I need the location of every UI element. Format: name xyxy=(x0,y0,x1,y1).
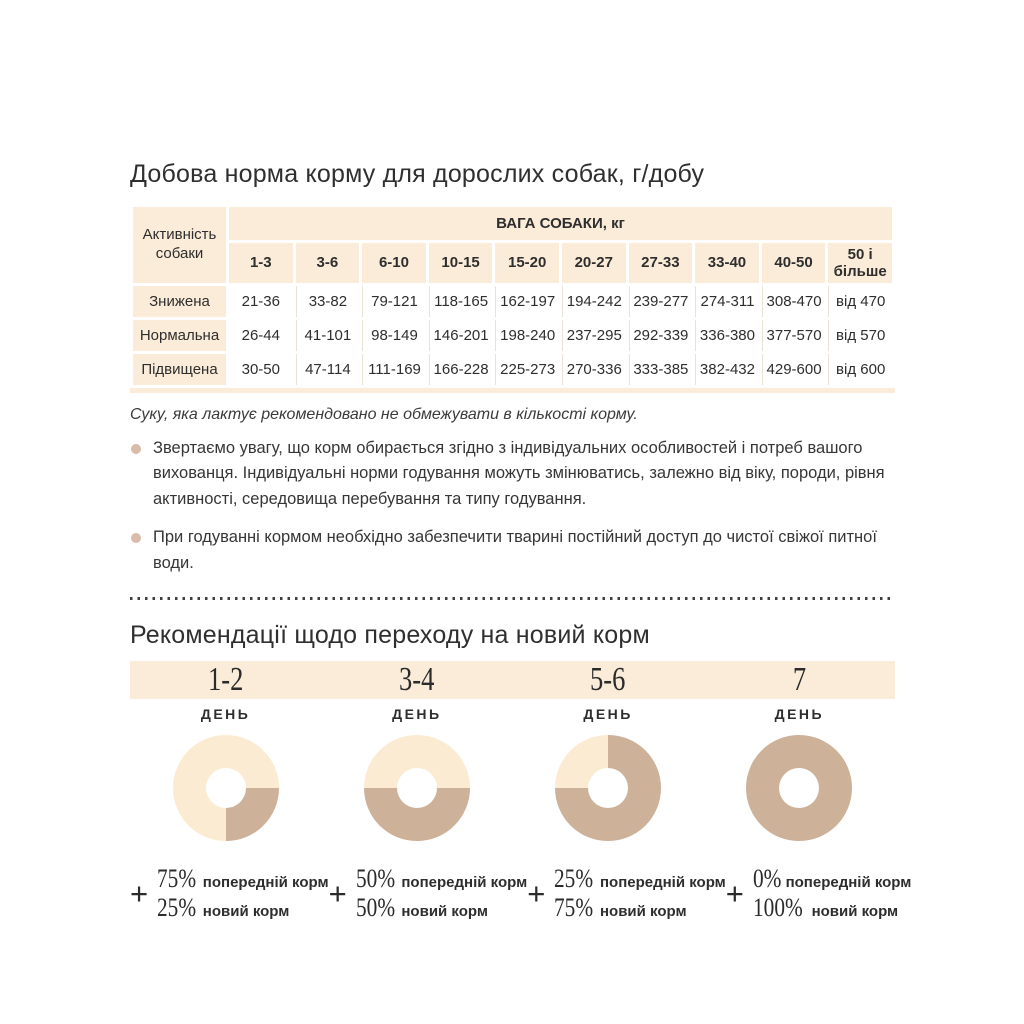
food-amount-cell: 194-242 xyxy=(562,286,626,317)
food-amount-cell: 21-36 xyxy=(229,286,293,317)
food-mix-day-5-6 xyxy=(527,866,726,921)
mix-lines xyxy=(554,866,725,921)
food-amount-cell: 111-169 xyxy=(362,354,426,385)
previous-food-line xyxy=(753,866,911,892)
donut-chart-day-5-6 xyxy=(555,735,661,841)
day-label: ДЕНЬ xyxy=(583,706,633,723)
note-text: Звертаємо увагу, що корм обирається згідно з індивідуальних особливостей і потреб вашого вихованця. Індивідуальні норми годування можуть змінюватись, залежно від віку, породи, рівня активності, середовища перебування та типу годування. xyxy=(153,438,885,509)
food-amount-cell: 98-149 xyxy=(362,320,426,351)
day-range-cell xyxy=(513,661,704,699)
food-amount-cell: 382-432 xyxy=(695,354,759,385)
day-range-cell xyxy=(704,661,895,699)
weight-range-cell: 40-50 xyxy=(762,243,826,283)
donut-hole xyxy=(779,768,819,808)
food-amount-cell: 146-201 xyxy=(429,320,493,351)
bullet-dot-icon xyxy=(131,444,141,454)
new-food-label: новий корм xyxy=(599,903,687,921)
food-amount-cell: 225-273 xyxy=(495,354,559,385)
food-amount-cell: від 570 xyxy=(828,320,892,351)
food-amount-cell: 333-385 xyxy=(629,354,693,385)
plus-icon: + xyxy=(328,876,347,912)
new-food-label: новий корм xyxy=(811,903,899,921)
new-food-line xyxy=(356,895,527,921)
food-amount-cell: 79-121 xyxy=(362,286,426,317)
food-amount-cell: від 600 xyxy=(828,354,892,385)
weight-range-cell: 50 і більше xyxy=(828,243,892,283)
new-food-pct: 25% xyxy=(157,893,197,923)
day-number-band xyxy=(130,661,895,699)
activity-label-cell: Підвищена xyxy=(133,354,226,385)
donut-chart-day-7 xyxy=(746,735,852,841)
weight-range-cell: 3-6 xyxy=(296,243,360,283)
food-amount-cell: 47-114 xyxy=(296,354,360,385)
table-row-increased-activity xyxy=(133,354,892,385)
donut-chart-day-1-2 xyxy=(173,735,279,841)
donut-hole xyxy=(397,768,437,808)
day-range-cell xyxy=(321,661,512,699)
food-amount-cell: 274-311 xyxy=(695,286,759,317)
day-range: 5-6 xyxy=(590,661,626,699)
weight-header-cell: ВАГА СОБАКИ, кг xyxy=(229,207,892,240)
food-amount-cell: 239-277 xyxy=(629,286,693,317)
day-range: 1-2 xyxy=(207,661,244,699)
food-amount-cell: 292-339 xyxy=(629,320,693,351)
day-range-cell xyxy=(130,661,321,699)
weight-range-cell: 20-27 xyxy=(562,243,626,283)
new-food-pct: 50% xyxy=(355,893,395,923)
plus-icon: + xyxy=(725,876,744,912)
new-food-line xyxy=(753,895,911,921)
weight-range-cell: 33-40 xyxy=(695,243,759,283)
weight-range-cell: 15-20 xyxy=(495,243,559,283)
food-mix-day-1-2 xyxy=(130,866,329,921)
feeding-table xyxy=(130,204,895,393)
new-food-label: новий корм xyxy=(401,903,488,921)
previous-food-line xyxy=(157,866,328,892)
food-amount-cell: 118-165 xyxy=(429,286,493,317)
donut-chart-day-3-4 xyxy=(364,735,470,841)
food-amount-cell: 26-44 xyxy=(229,320,293,351)
food-amount-cell: 41-101 xyxy=(296,320,360,351)
donut-chart-row xyxy=(130,735,895,841)
previous-food-label: попередній корм xyxy=(401,874,528,892)
food-amount-cell: 30-50 xyxy=(229,354,293,385)
note-item xyxy=(130,436,895,513)
previous-food-pct: 0% xyxy=(752,864,782,894)
weight-range-cell: 6-10 xyxy=(362,243,426,283)
page-title: Добова норма корму для дорослих собак, г/добу xyxy=(130,160,705,188)
bullet-dot-icon xyxy=(131,533,141,543)
day-range: 3-4 xyxy=(399,661,435,699)
donut-hole xyxy=(206,768,246,808)
lactating-note: Суку, яка лактує рекомендовано не обмежувати в кількості корму. xyxy=(130,405,638,423)
weight-range-cell: 27-33 xyxy=(629,243,693,283)
day-label: ДЕНЬ xyxy=(200,706,251,723)
weight-range-cell: 10-15 xyxy=(429,243,493,283)
new-food-pct: 75% xyxy=(554,893,594,923)
previous-food-pct: 75% xyxy=(157,864,197,894)
table-row-normal-activity xyxy=(133,320,892,351)
corner-header-cell: Активність собаки xyxy=(133,207,226,283)
previous-food-pct: 50% xyxy=(355,864,395,894)
donut-hole xyxy=(588,768,628,808)
food-amount-cell: 33-82 xyxy=(296,286,360,317)
transition-section-title: Рекомендації щодо переходу на новий корм xyxy=(130,621,650,650)
previous-food-line xyxy=(356,866,527,892)
page-content xyxy=(130,160,912,923)
food-amount-cell: 270-336 xyxy=(562,354,626,385)
day-label-row xyxy=(130,706,895,722)
food-amount-cell: 336-380 xyxy=(695,320,759,351)
food-amount-cell: 166-228 xyxy=(429,354,493,385)
note-text: При годуванні кормом необхідно забезпечити тварині постійний доступ до чистої свіжої питної води. xyxy=(153,527,877,572)
previous-food-label: попередній корм xyxy=(202,874,329,892)
note-item xyxy=(130,525,895,576)
activity-label-cell: Нормальна xyxy=(133,320,226,351)
food-mix-day-3-4 xyxy=(329,866,528,921)
mix-lines xyxy=(157,866,328,921)
new-food-label: новий корм xyxy=(202,903,290,921)
food-amount-cell: 237-295 xyxy=(562,320,626,351)
food-mix-day-7 xyxy=(726,866,912,921)
plus-icon: + xyxy=(130,876,149,912)
plus-icon: + xyxy=(527,876,546,912)
mix-lines xyxy=(753,866,911,921)
new-food-line xyxy=(157,895,328,921)
day-label: ДЕНЬ xyxy=(392,706,442,723)
table-row-reduced-activity xyxy=(133,286,892,317)
previous-food-label: попередній корм xyxy=(599,874,726,892)
dotted-divider xyxy=(130,597,895,600)
previous-food-pct: 25% xyxy=(554,864,594,894)
weight-range-cell: 1-3 xyxy=(229,243,293,283)
food-amount-cell: 429-600 xyxy=(762,354,826,385)
mix-lines xyxy=(356,866,527,921)
new-food-pct: 100% xyxy=(752,893,803,923)
previous-food-line xyxy=(554,866,725,892)
previous-food-label: попередній корм xyxy=(785,874,912,892)
food-amount-cell: 308-470 xyxy=(762,286,826,317)
food-amount-cell: 162-197 xyxy=(495,286,559,317)
notes-list xyxy=(130,436,895,577)
table-header-row-1 xyxy=(133,207,892,240)
food-amount-cell: від 470 xyxy=(828,286,892,317)
food-mix-row xyxy=(130,864,912,923)
activity-label-cell: Знижена xyxy=(133,286,226,317)
table-header-row-2 xyxy=(133,243,892,283)
day-label: ДЕНЬ xyxy=(774,706,825,723)
new-food-line xyxy=(554,895,725,921)
food-amount-cell: 377-570 xyxy=(762,320,826,351)
day-range: 7 xyxy=(792,661,807,699)
food-amount-cell: 198-240 xyxy=(495,320,559,351)
